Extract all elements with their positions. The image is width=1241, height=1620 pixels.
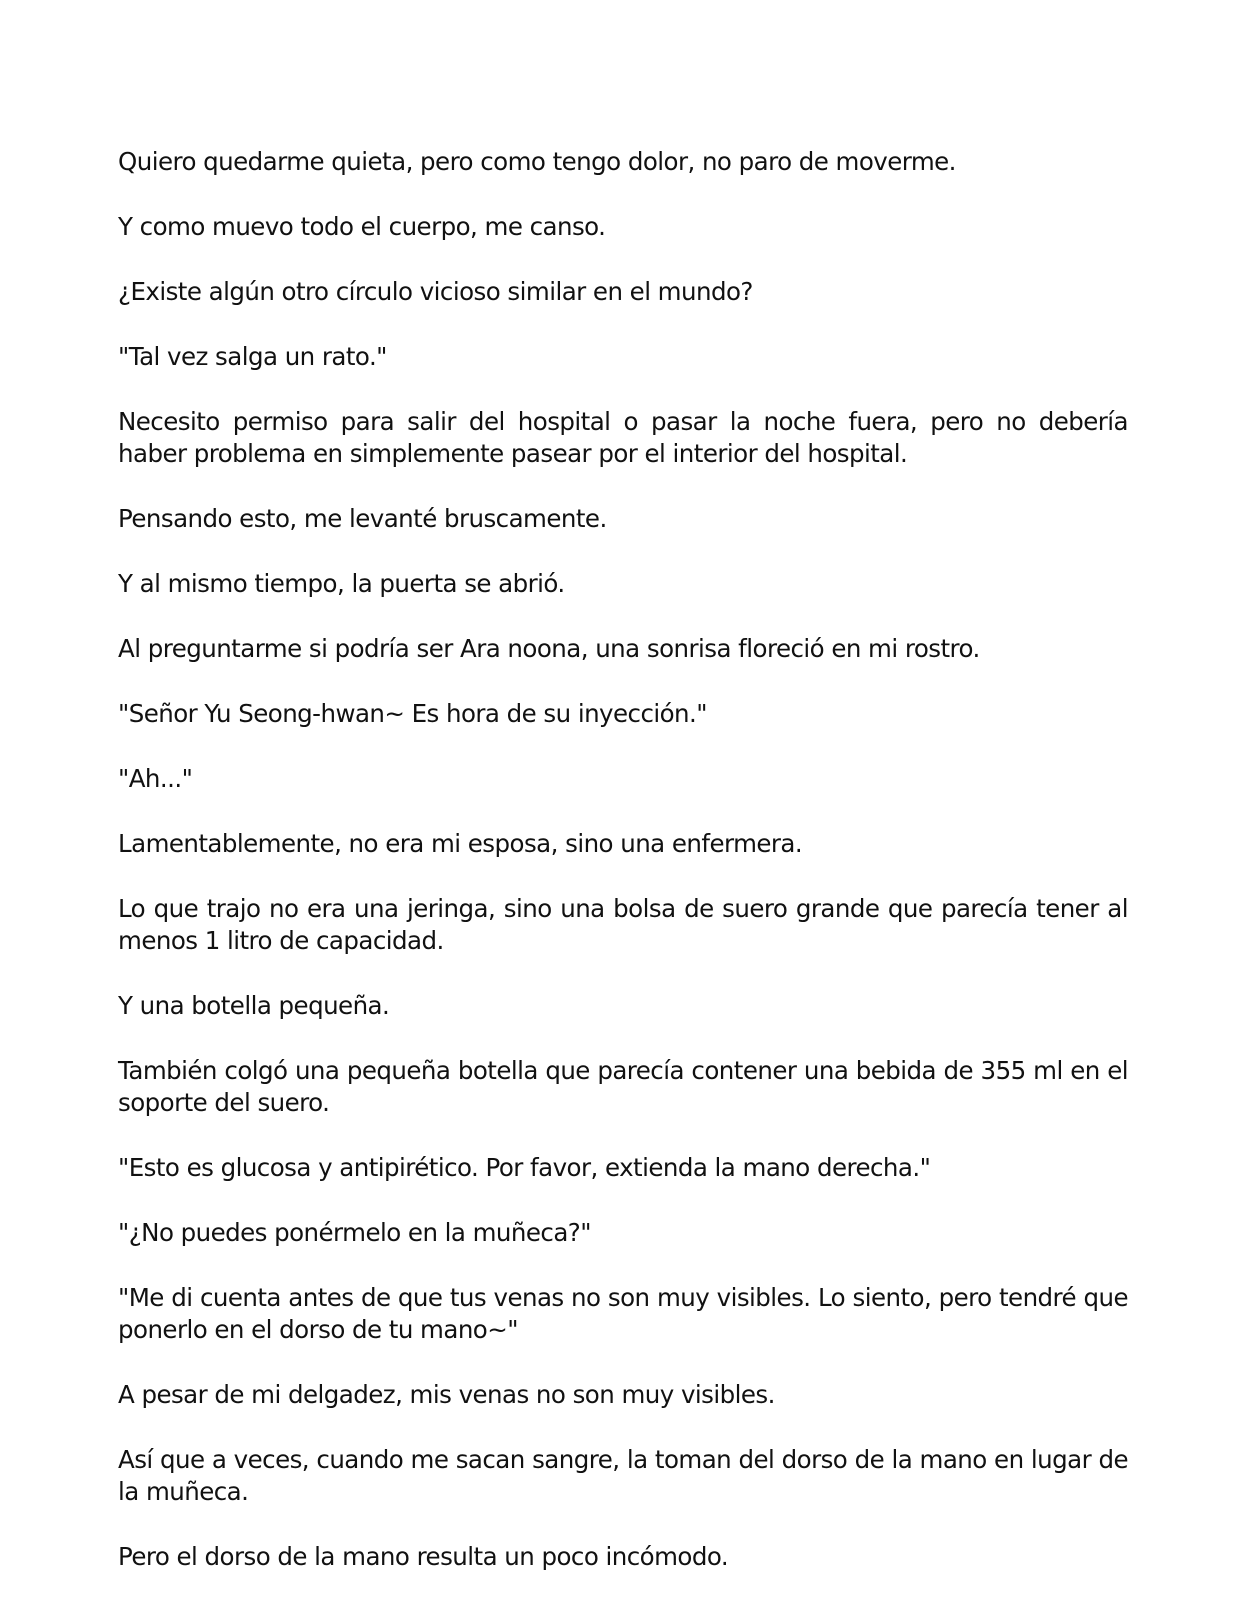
paragraph-2: Y como muevo todo el cuerpo, me canso. [118,212,606,241]
paragraph-11: Lamentablemente, no era mi esposa, sino una enfermera. [118,829,803,858]
paragraph-15: "Esto es glucosa y antipirético. Por favor, extienda la mano derecha." [118,1153,931,1182]
paragraph-12: Lo que trajo no era una jeringa, sino una bolsa de suero grande que parecía tener al menos 1 litro de capacidad. [118,894,1128,955]
document-body [118,146,1128,1606]
paragraph-16: "¿No puedes ponérmelo en la muñeca?" [118,1218,591,1247]
paragraph-10: "Ah..." [118,764,193,793]
paragraph-9: "Señor Yu Seong-hwan~ Es hora de su inyección." [118,699,707,728]
paragraph-8: Al preguntarme si podría ser Ara noona, una sonrisa floreció en mi rostro. [118,634,980,663]
paragraph-4: "Tal vez salga un rato." [118,342,387,371]
paragraph-17: "Me di cuenta antes de que tus venas no son muy visibles. Lo siento, pero tendré que ponerlo en el dorso de tu mano~" [118,1283,1128,1344]
paragraph-1: Quiero quedarme quieta, pero como tengo dolor, no paro de moverme. [118,147,956,176]
paragraph-5: Necesito permiso para salir del hospital o pasar la noche fuera, pero no debería haber problema en simplemente pasear por el interior del hospital. [118,407,1128,468]
paragraph-19: Así que a veces, cuando me sacan sangre, la toman del dorso de la mano en lugar de la muñeca. [118,1445,1128,1506]
paragraph-6: Pensando esto, me levanté bruscamente. [118,504,607,533]
paragraph-7: Y al mismo tiempo, la puerta se abrió. [118,569,565,598]
paragraph-18: A pesar de mi delgadez, mis venas no son muy visibles. [118,1380,775,1409]
paragraph-14: También colgó una pequeña botella que parecía contener una bebida de 355 ml en el soporte del suero. [118,1056,1128,1117]
paragraph-20: Pero el dorso de la mano resulta un poco incómodo. [118,1542,729,1571]
paragraph-3: ¿Existe algún otro círculo vicioso similar en el mundo? [118,277,753,306]
paragraph-13: Y una botella pequeña. [118,991,390,1020]
